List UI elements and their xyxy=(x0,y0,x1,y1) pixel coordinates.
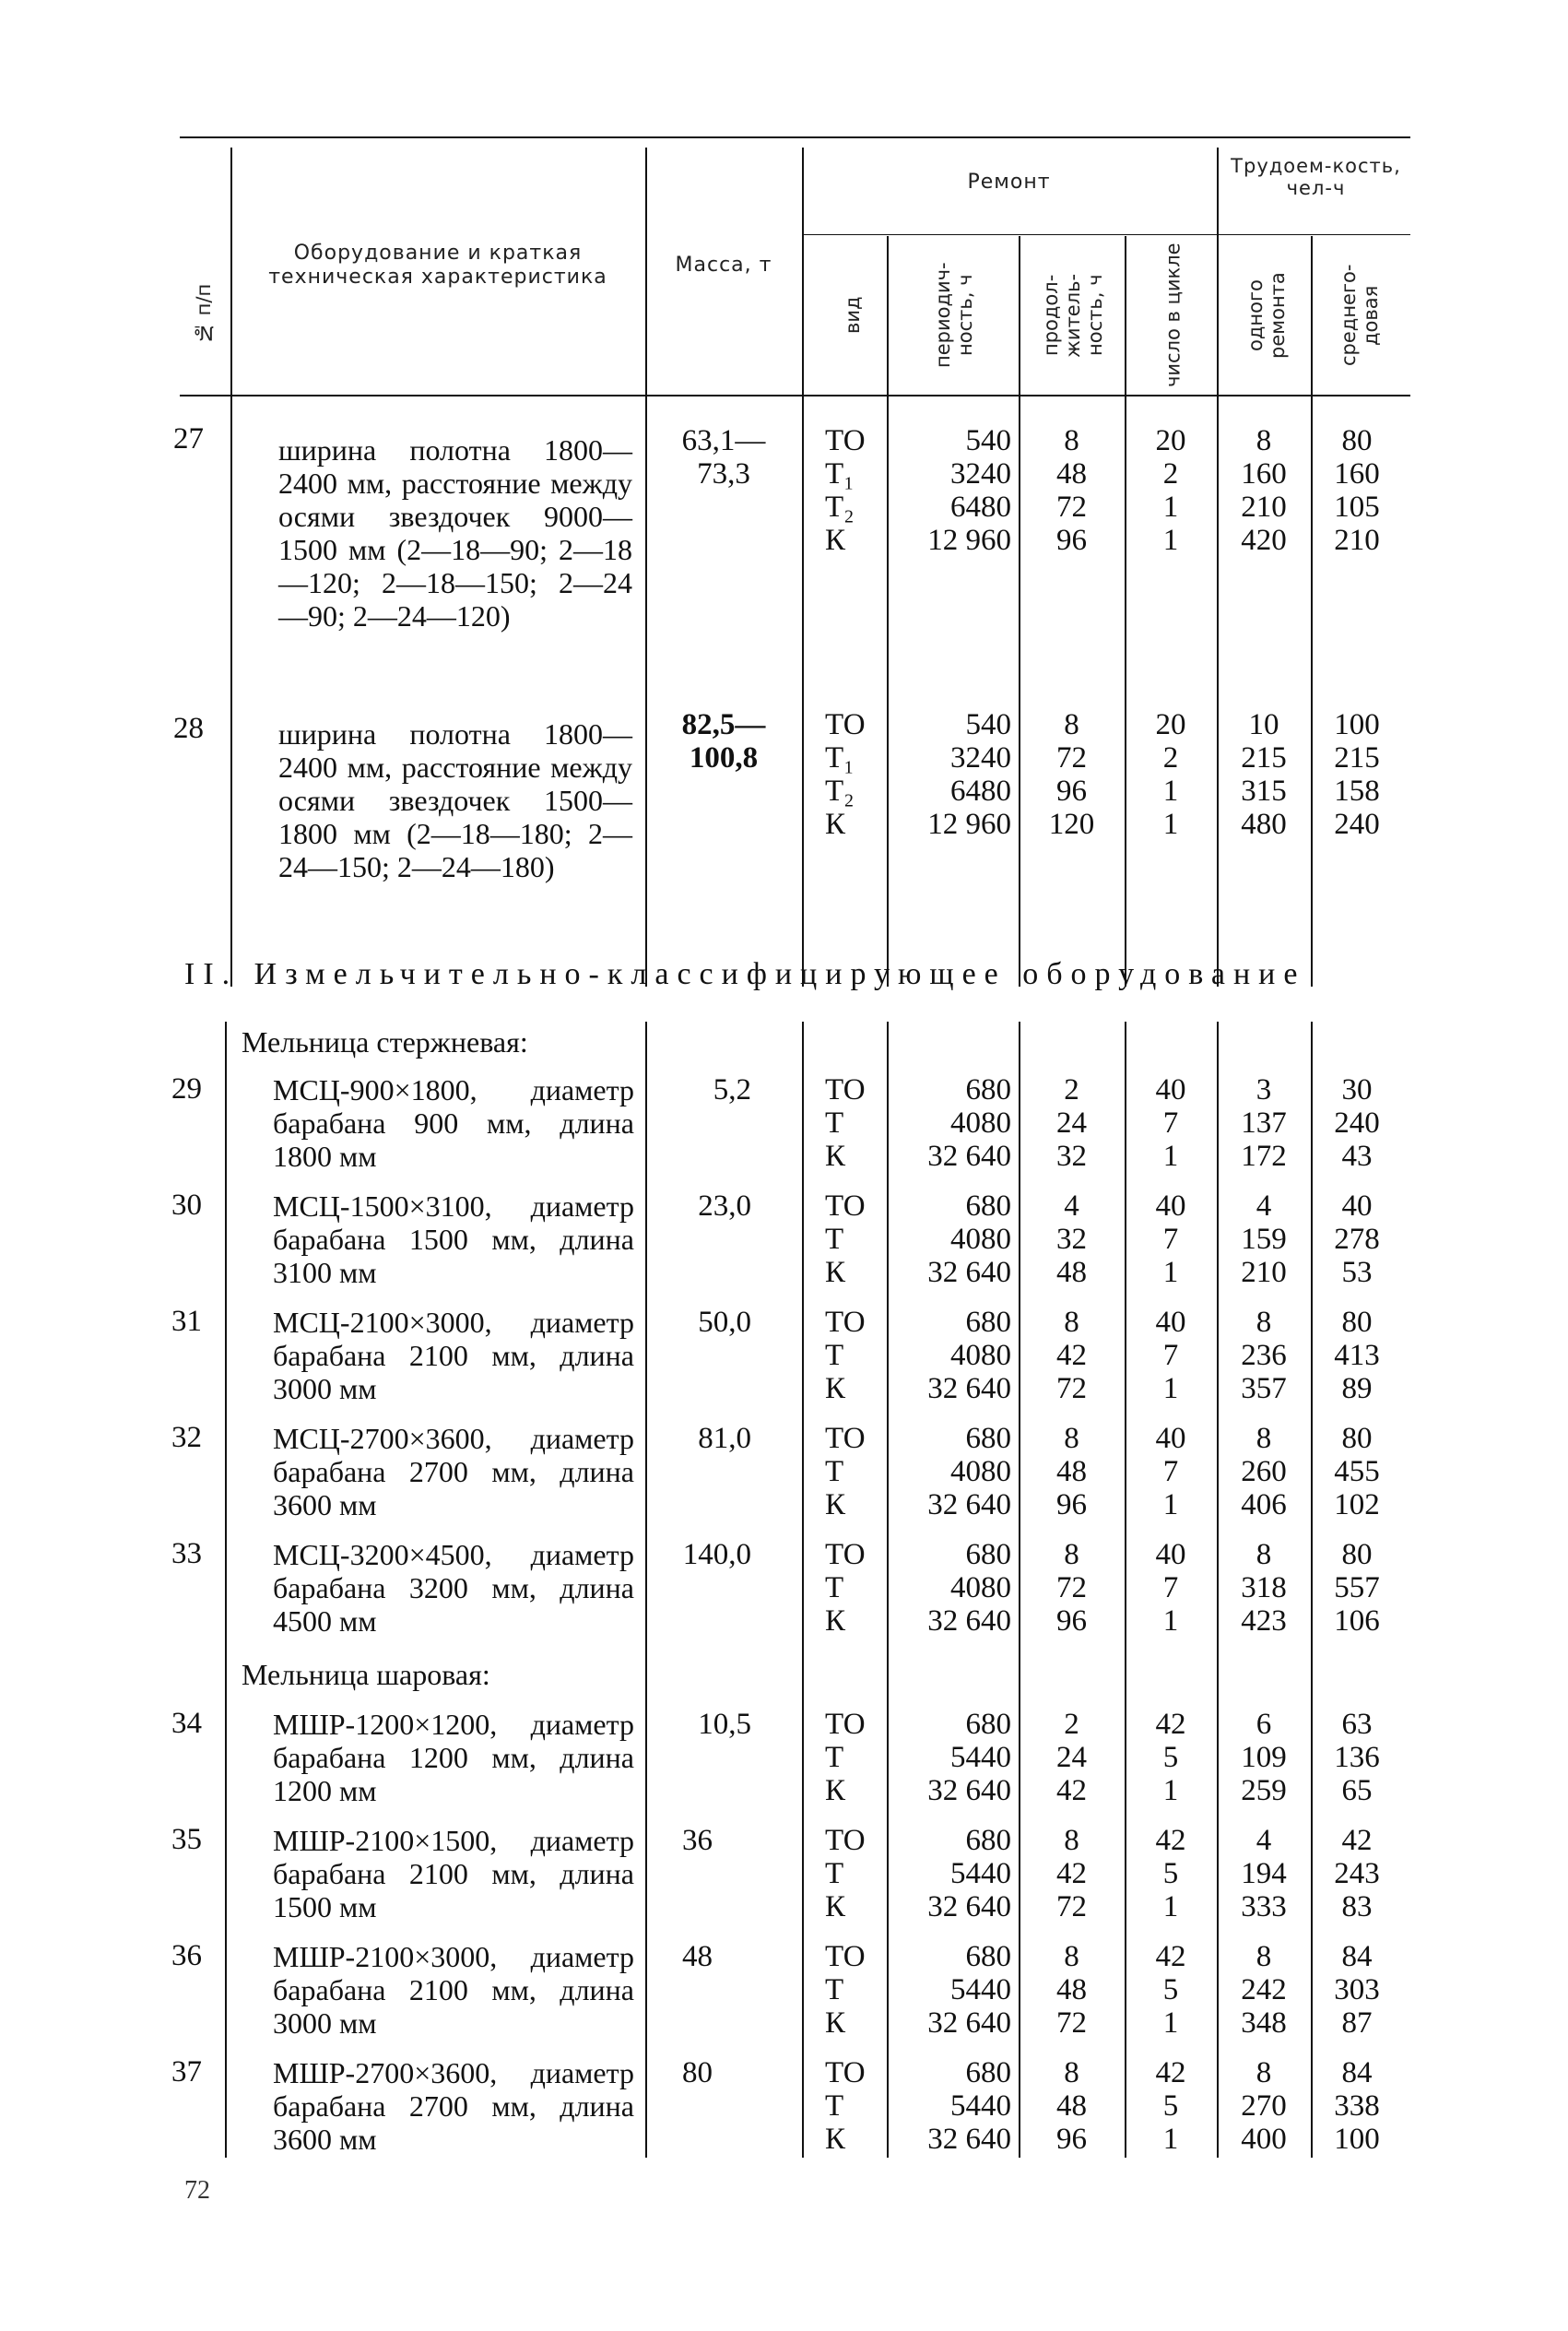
group-title-ball-mill: Мельница шаровая: xyxy=(242,1658,490,1691)
page-number: 72 xyxy=(184,2176,210,2205)
row-labor-avg: 84 303 87 xyxy=(1334,1940,1380,2040)
row-labor-one: 8 242 348 xyxy=(1241,1940,1287,2040)
row-description: МШР-2700×3600, диаметр барабана 2700 мм, длина 3600 мм xyxy=(273,2056,634,2156)
row-mass: 50,0 xyxy=(698,1306,751,1339)
row-description: МСЦ-3200×4500, диаметр барабана 3200 мм, длина 4500 мм xyxy=(273,1538,634,1638)
row-description: ширина полотна 1800—2400 мм, расстояние между осями звездочек 1500—1800 мм (2—18—180; 2—24—150; 2—24—180) xyxy=(278,717,632,883)
row-count: 42 5 1 xyxy=(1155,1824,1186,1923)
row-repair-type: ТО Т₁ Т₂ К xyxy=(825,708,866,841)
row-count: 20 2 1 1 xyxy=(1155,424,1186,557)
row-description: МСЦ-2100×3000, диаметр барабана 2100 мм, длина 3000 мм xyxy=(273,1306,634,1405)
row-labor-one: 8 318 423 xyxy=(1241,1538,1287,1638)
row-labor-avg: 80 455 102 xyxy=(1334,1422,1380,1521)
row-period: 680 5440 32 640 xyxy=(927,1708,1011,1807)
header-period: периодич-ность, ч xyxy=(932,262,976,369)
row-labor-one: 8 236 357 xyxy=(1241,1306,1287,1405)
row-labor-one: 8 270 400 xyxy=(1241,2056,1287,2156)
row-period: 680 5440 32 640 xyxy=(927,2056,1011,2156)
row-mass: 23,0 xyxy=(698,1189,751,1223)
row-labor-avg: 40 278 53 xyxy=(1334,1189,1380,1289)
row-labor-avg: 30 240 43 xyxy=(1334,1073,1380,1173)
row-repair-type: ТО Т К xyxy=(825,1940,866,2040)
row-mass: 10,5 xyxy=(698,1708,751,1741)
row-repair-type: ТО Т К xyxy=(825,1422,866,1521)
row-mass: 140,0 xyxy=(682,1538,751,1571)
row-labor-avg: 80 160 105 210 xyxy=(1334,424,1380,557)
row-labor-one: 10 215 315 480 xyxy=(1241,708,1287,841)
row-labor-one: 6 109 259 xyxy=(1241,1708,1287,1807)
row-count: 40 7 1 xyxy=(1155,1538,1186,1638)
row-duration: 2 24 42 xyxy=(1056,1708,1087,1807)
vrule xyxy=(1019,236,1020,395)
row-duration: 8 48 96 xyxy=(1056,2056,1087,2156)
vrule xyxy=(802,396,804,987)
row-labor-avg: 84 338 100 xyxy=(1334,2056,1380,2156)
row-number: 32 xyxy=(171,1421,202,1454)
row-description: МШР-1200×1200, диаметр барабана 1200 мм, длина 1200 мм xyxy=(273,1708,634,1807)
row-number: 37 xyxy=(171,2055,202,2088)
header-bottom-rule xyxy=(180,395,1410,396)
row-period: 680 4080 32 640 xyxy=(927,1538,1011,1638)
row-duration: 8 42 72 xyxy=(1056,1306,1087,1405)
row-description: МСЦ-900×1800, диаметр барабана 900 мм, длина 1800 мм xyxy=(273,1073,634,1173)
row-count: 40 7 1 xyxy=(1155,1189,1186,1289)
row-labor-avg: 63 136 65 xyxy=(1334,1708,1380,1807)
vrule xyxy=(230,148,232,395)
row-mass: 5,2 xyxy=(713,1073,751,1106)
row-period: 680 4080 32 640 xyxy=(927,1073,1011,1173)
row-labor-avg: 80 413 89 xyxy=(1334,1306,1380,1405)
row-description: МСЦ-1500×3100, диаметр барабана 1500 мм, длина 3100 мм xyxy=(273,1189,634,1289)
header-count: число в цикле xyxy=(1161,243,1185,388)
header-labor-group: Трудоем-кость, чел-ч xyxy=(1231,155,1401,199)
row-number: 35 xyxy=(171,1823,202,1856)
row-labor-one: 8 260 406 xyxy=(1241,1422,1287,1521)
row-repair-type: ТО Т К xyxy=(825,1306,866,1405)
vrule xyxy=(1125,236,1126,395)
row-duration: 8 72 96 120 xyxy=(1048,708,1095,841)
vrule xyxy=(887,236,889,395)
vrule xyxy=(645,148,647,395)
row-repair-type: ТО Т К xyxy=(825,1824,866,1923)
header-repair-group: Ремонт xyxy=(967,171,1051,194)
row-duration: 8 48 96 xyxy=(1056,1422,1087,1521)
vrule xyxy=(645,1022,647,2158)
vrule xyxy=(225,1022,227,2158)
row-mass: 48 xyxy=(682,1940,713,1973)
row-count: 40 7 1 xyxy=(1155,1306,1186,1405)
group-title-rod-mill: Мельница стержневая: xyxy=(242,1025,528,1059)
section-title: II. Измельчительно-классифицирующее оборудование xyxy=(184,957,1306,991)
row-period: 680 5440 32 640 xyxy=(927,1940,1011,2040)
row-count: 42 5 1 xyxy=(1155,2056,1186,2156)
row-number: 33 xyxy=(171,1537,202,1570)
row-description: МШР-2100×3000, диаметр барабана 2100 мм, длина 3000 мм xyxy=(273,1940,634,2040)
header-one-repair: одного ремонта xyxy=(1244,272,1289,359)
vrule xyxy=(1311,236,1313,395)
row-labor-one: 4 159 210 xyxy=(1241,1189,1287,1289)
row-description: ширина полотна 1800—2400 мм, расстояние между осями звездочек 9000—1500 мм (2—18—90; 2—18—120; 2—18—150; 2—24—90; 2—24—120) xyxy=(278,433,632,633)
row-duration: 2 24 32 xyxy=(1056,1073,1087,1173)
row-repair-type: ТО Т К xyxy=(825,1538,866,1638)
row-period: 680 4080 32 640 xyxy=(927,1306,1011,1405)
row-mass: 82,5— 100,8 xyxy=(681,708,766,775)
row-mass: 81,0 xyxy=(698,1422,751,1455)
row-number: 36 xyxy=(171,1939,202,1972)
row-number: 30 xyxy=(171,1189,202,1222)
vrule xyxy=(802,148,804,395)
row-count: 40 7 1 xyxy=(1155,1073,1186,1173)
row-duration: 4 32 48 xyxy=(1056,1189,1087,1289)
vrule xyxy=(645,396,647,987)
vrule xyxy=(230,396,232,987)
row-duration: 8 42 72 xyxy=(1056,1824,1087,1923)
row-repair-type: ТО Т К xyxy=(825,2056,866,2156)
row-count: 40 7 1 xyxy=(1155,1422,1186,1521)
row-labor-one: 8 160 210 420 xyxy=(1241,424,1287,557)
row-labor-one: 3 137 172 xyxy=(1241,1073,1287,1173)
header-duration: продол-житель-ность, ч xyxy=(1040,273,1106,358)
header-avg-annual: среднего-довая xyxy=(1338,264,1382,367)
vrule xyxy=(1217,148,1219,395)
row-number: 28 xyxy=(173,712,204,745)
row-labor-avg: 80 557 106 xyxy=(1334,1538,1380,1638)
row-number: 34 xyxy=(171,1707,202,1740)
row-count: 42 5 1 xyxy=(1155,1940,1186,2040)
row-count: 20 2 1 1 xyxy=(1155,708,1186,841)
row-mass: 63,1— 73,3 xyxy=(681,424,766,491)
header-type: вид xyxy=(842,296,864,335)
row-repair-type: ТО Т К xyxy=(825,1708,866,1807)
row-repair-type: ТО Т К xyxy=(825,1189,866,1289)
header-mass: Масса, т xyxy=(675,254,772,277)
row-duration: 8 72 96 xyxy=(1056,1538,1087,1638)
row-labor-avg: 100 215 158 240 xyxy=(1334,708,1380,841)
row-number: 27 xyxy=(173,422,204,456)
table-top-rule xyxy=(180,136,1410,138)
repair-subheader-rule xyxy=(804,234,1410,235)
row-labor-avg: 42 243 83 xyxy=(1334,1824,1380,1923)
row-period: 680 5440 32 640 xyxy=(927,1824,1011,1923)
row-period: 540 3240 6480 12 960 xyxy=(927,708,1011,841)
row-period: 680 4080 32 640 xyxy=(927,1189,1011,1289)
row-labor-one: 4 194 333 xyxy=(1241,1824,1287,1923)
row-repair-type: ТО Т₁ Т₂ К xyxy=(825,424,866,557)
row-duration: 8 48 72 96 xyxy=(1056,424,1087,557)
row-mass: 80 xyxy=(682,2056,713,2089)
row-number: 29 xyxy=(171,1072,202,1106)
row-description: МСЦ-2700×3600, диаметр барабана 2700 мм, длина 3600 мм xyxy=(273,1422,634,1521)
row-period: 680 4080 32 640 xyxy=(927,1422,1011,1521)
row-duration: 8 48 72 xyxy=(1056,1940,1087,2040)
row-period: 540 3240 6480 12 960 xyxy=(927,424,1011,557)
header-number: № п/п xyxy=(193,283,215,344)
row-number: 31 xyxy=(171,1305,202,1338)
row-repair-type: ТО Т К xyxy=(825,1073,866,1173)
header-equipment: Оборудование и краткая техническая характеристика xyxy=(268,242,607,289)
row-description: МШР-2100×1500, диаметр барабана 2100 мм, длина 1500 мм xyxy=(273,1824,634,1923)
row-count: 42 5 1 xyxy=(1155,1708,1186,1807)
vrule xyxy=(802,1022,804,2158)
row-mass: 36 xyxy=(682,1824,713,1857)
